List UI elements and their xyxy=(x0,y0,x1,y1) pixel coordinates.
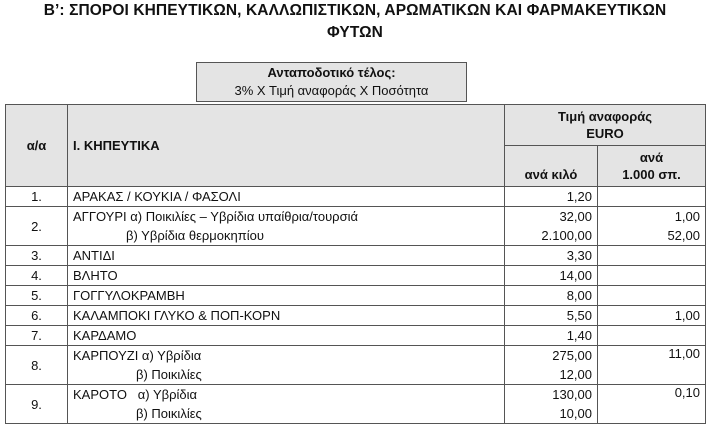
section-title-line2: ΦΥΤΩΝ xyxy=(327,24,383,41)
table-row xyxy=(6,286,706,306)
row-price-per-kilo: 5,50 xyxy=(505,306,598,326)
row-description: ΑΓΓΟΥΡΙ α) Ποικιλίες – Υβρίδια υπαίθρια/τουρσιά xyxy=(68,207,505,227)
price-table xyxy=(5,104,706,424)
row-price-per-kilo: 3,30 xyxy=(505,246,598,266)
row-description: ΚΑΛΑΜΠΟΚΙ ΓΛΥΚΟ & ΠΟΠ-ΚΟΡΝ xyxy=(68,306,505,326)
row-number: 2. xyxy=(6,207,68,246)
row-price-per-1000: 11,00 xyxy=(598,346,706,385)
row-price-per-kilo: 1,20 xyxy=(505,187,598,207)
fee-box xyxy=(196,62,467,102)
subrow-description: β) Ποικιλίες xyxy=(68,404,505,424)
row-number: 8. xyxy=(6,346,68,385)
row-price-per-kilo: 275,00 xyxy=(505,346,598,366)
table-row xyxy=(6,306,706,326)
row-number: 6. xyxy=(6,306,68,326)
table-row xyxy=(6,385,706,405)
row-description: ΚΑΡΠΟΥΖΙ α) Υβρίδια xyxy=(68,346,505,366)
row-price-per-1000: 1,00 xyxy=(598,306,706,326)
table-row xyxy=(6,246,706,266)
subrow-price-per-kilo: 12,00 xyxy=(505,365,598,385)
row-description: ΒΛΗΤΟ xyxy=(68,266,505,286)
subrow-price-per-1000: 52,00 xyxy=(598,226,706,246)
header-reference-price xyxy=(505,105,706,146)
row-price-per-kilo: 14,00 xyxy=(505,266,598,286)
row-price-per-1000: 1,00 xyxy=(598,207,706,227)
subrow-description: β) Υβρίδια θερμοκηπίου xyxy=(68,226,505,246)
row-number: 5. xyxy=(6,286,68,306)
fee-formula: 3% Χ Τιμή αναφοράς Χ Ποσότητα xyxy=(234,83,429,98)
row-description: ΑΡΑΚΑΣ / ΚΟΥΚΙΑ / ΦΑΣΟΛΙ xyxy=(68,187,505,207)
table-row xyxy=(6,266,706,286)
header-per-kilo: ανά κιλό xyxy=(505,146,598,187)
row-price-per-1000 xyxy=(598,246,706,266)
header-per-1000-line2: 1.000 σπ. xyxy=(622,167,681,182)
table-row xyxy=(6,187,706,207)
row-number: 9. xyxy=(6,385,68,424)
row-number: 4. xyxy=(6,266,68,286)
row-price-per-1000: 0,10 xyxy=(598,385,706,424)
row-price-per-1000 xyxy=(598,187,706,207)
row-description: ΚΑΡΔΑΜΟ xyxy=(68,326,505,346)
subrow-price-per-kilo: 2.100,00 xyxy=(505,226,598,246)
row-price-per-1000 xyxy=(598,266,706,286)
table-row xyxy=(6,326,706,346)
table-subrow xyxy=(6,226,706,246)
row-price-per-1000 xyxy=(598,286,706,306)
row-price-per-kilo: 32,00 xyxy=(505,207,598,227)
row-number: 1. xyxy=(6,187,68,207)
row-price-per-kilo: 1,40 xyxy=(505,326,598,346)
table-row xyxy=(6,346,706,366)
row-description: ΓΟΓΓΥΛΟΚΡΑΜΒΗ xyxy=(68,286,505,306)
row-price-per-kilo: 8,00 xyxy=(505,286,598,306)
row-price-per-1000 xyxy=(598,326,706,346)
header-reference-price-line2: EURO xyxy=(586,126,624,141)
header-category: Ι. ΚΗΠΕΥΤΙΚΑ xyxy=(68,105,505,187)
section-title-line1: Β’: ΣΠΟΡΟΙ ΚΗΠΕΥΤΙΚΩΝ, ΚΑΛΛΩΠΙΣΤΙΚΩΝ, ΑΡΩΜΑΤΙΚΩΝ ΚΑΙ ΦΑΡΜΑΚΕΥΤΙΚΩΝ xyxy=(43,2,667,19)
row-number: 7. xyxy=(6,326,68,346)
row-description: ΑΝΤΙΔΙ xyxy=(68,246,505,266)
row-price-per-kilo: 130,00 xyxy=(505,385,598,405)
header-per-1000-seeds xyxy=(598,146,706,187)
table-row xyxy=(6,207,706,227)
header-reference-price-line1: Τιμή αναφοράς xyxy=(557,109,653,124)
subrow-description: β) Ποικιλίες xyxy=(68,365,505,385)
row-description: ΚΑΡΟΤΟ α) Υβρίδια xyxy=(68,385,505,405)
subrow-price-per-kilo: 10,00 xyxy=(505,404,598,424)
header-aa: α/α xyxy=(6,105,68,187)
row-number: 3. xyxy=(6,246,68,266)
header-per-1000-line1: ανά xyxy=(639,150,664,165)
fee-heading: Ανταποδοτικό τέλος: xyxy=(267,65,396,80)
